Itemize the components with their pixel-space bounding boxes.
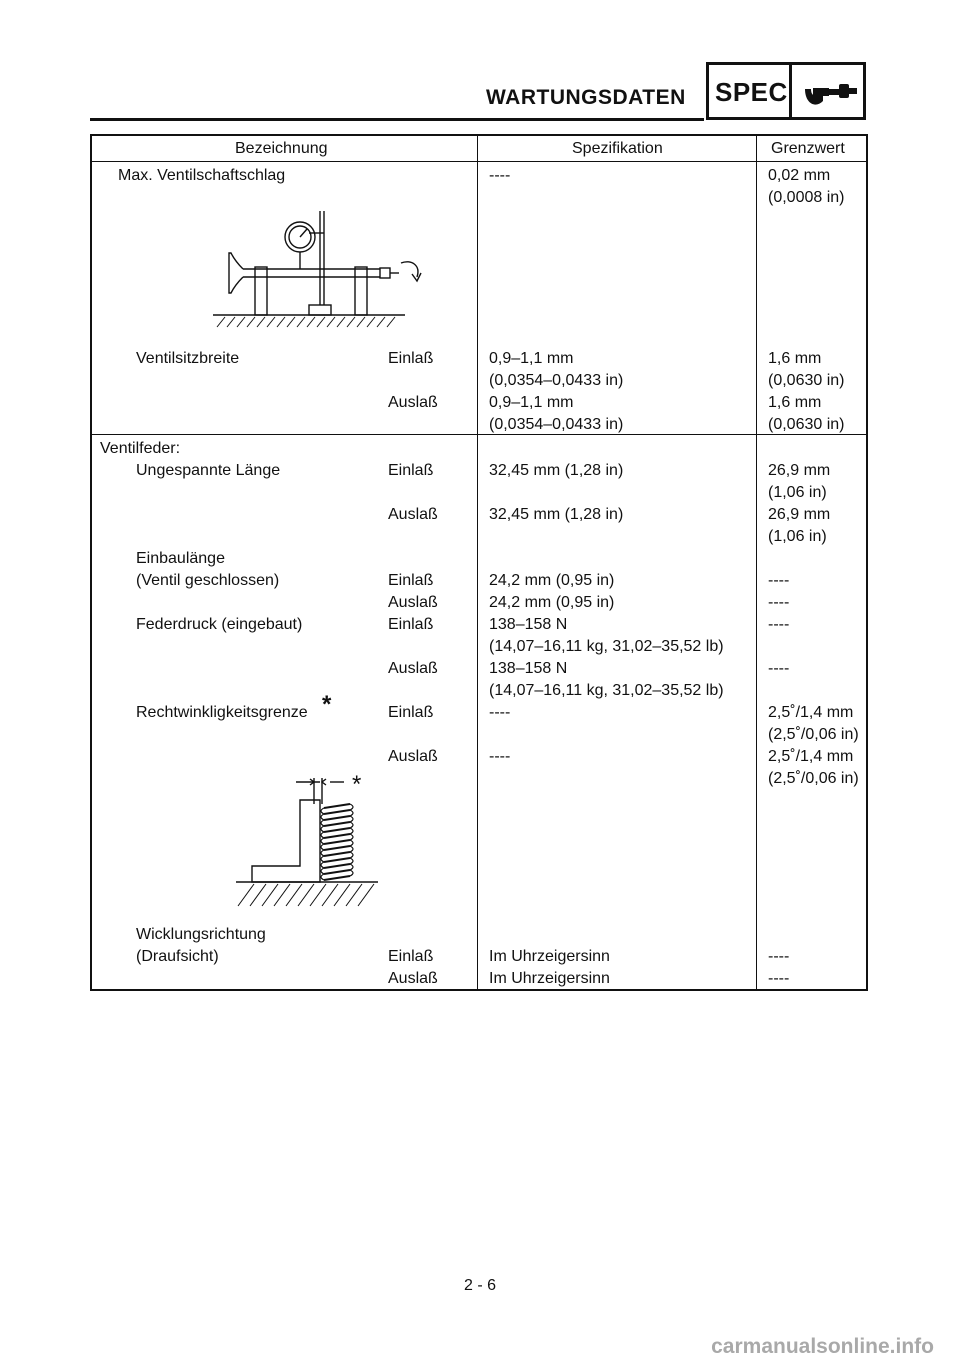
seat-width-exhaust-spec-in: (0,0354–0,0433 in)	[489, 416, 624, 433]
winding-sublabel: (Draufsicht)	[136, 948, 219, 965]
pressure-label: Federdruck (eingebaut)	[136, 616, 303, 633]
watermark: carmanualsonline.info	[711, 1335, 934, 1358]
free-length-intake-limit: 26,9 mm	[768, 462, 831, 479]
installed-length-exhaust-spec: 24,2 mm (0,95 in)	[489, 594, 615, 611]
seat-width-label: Ventilsitzbreite	[136, 350, 240, 367]
table-header-rule	[90, 161, 868, 162]
pressure-exhaust-limit: ----	[768, 660, 790, 677]
pressure-exhaust-spec: 138–158 N	[489, 660, 568, 677]
free-length-intake-limit-in: (1,06 in)	[768, 484, 827, 501]
tilt-exhaust-limit: 2,5˚/1,4 mm	[768, 748, 854, 765]
wrench-icon	[801, 79, 859, 109]
installed-length-intake-spec: 24,2 mm (0,95 in)	[489, 572, 615, 589]
diagram-asterisk: *	[352, 771, 362, 798]
pressure-exhaust-spec-conv: (14,07–16,11 kg, 31,02–35,52 lb)	[489, 682, 724, 699]
spec-badge-divider	[789, 65, 792, 117]
seat-width-intake-label: Einlaß	[388, 350, 434, 367]
pressure-intake-limit: ----	[768, 616, 790, 633]
tilt-exhaust-limit-in: (2,5˚/0,06 in)	[768, 770, 859, 787]
free-length-exhaust-limit-in: (1,06 in)	[768, 528, 827, 545]
seat-width-exhaust-limit-in: (0,0630 in)	[768, 416, 845, 433]
free-length-label: Ungespannte Länge	[136, 462, 281, 479]
installed-length-intake-limit: ----	[768, 572, 790, 589]
tilt-intake-label: Einlaß	[388, 704, 434, 721]
spring-section-title: Ventilfeder:	[100, 440, 181, 457]
header-bezeichnung: Bezeichnung	[235, 140, 328, 157]
page-title: WARTUNGSDATEN	[486, 86, 686, 109]
tilt-exhaust-spec: ----	[489, 748, 511, 765]
seat-width-exhaust-spec: 0,9–1,1 mm	[489, 394, 574, 411]
table-column-rule-1	[477, 134, 478, 991]
winding-intake-label: Einlaß	[388, 948, 434, 965]
free-length-exhaust-label: Auslaß	[388, 506, 438, 523]
pressure-exhaust-label: Auslaß	[388, 660, 438, 677]
seat-width-intake-spec: 0,9–1,1 mm	[489, 350, 574, 367]
installed-length-label: Einbaulänge	[136, 550, 225, 567]
tilt-intake-limit-in: (2,5˚/0,06 in)	[768, 726, 859, 743]
seat-width-intake-limit: 1,6 mm	[768, 350, 822, 367]
installed-length-intake-label: Einlaß	[388, 572, 434, 589]
spec-badge	[706, 62, 866, 120]
stem-runout-spec: ----	[489, 167, 511, 184]
installed-length-sublabel: (Ventil geschlossen)	[136, 572, 280, 589]
spec-badge-label: SPEC	[715, 77, 788, 107]
stem-runout-label: Max. Ventilschaftschlag	[118, 167, 286, 184]
table-column-rule-2	[756, 134, 757, 991]
winding-exhaust-spec: Im Uhrzeigersinn	[489, 970, 610, 987]
installed-length-exhaust-limit: ----	[768, 594, 790, 611]
tilt-exhaust-label: Auslaß	[388, 748, 438, 765]
page-number: 2 - 6	[463, 1277, 496, 1294]
winding-label: Wicklungsrichtung	[136, 926, 266, 943]
header-grenzwert: Grenzwert	[771, 140, 845, 157]
tilt-intake-spec: ----	[489, 704, 511, 721]
winding-intake-limit: ----	[768, 948, 790, 965]
free-length-exhaust-limit: 26,9 mm	[768, 506, 831, 523]
pressure-intake-spec-conv: (14,07–16,11 kg, 31,02–35,52 lb)	[489, 638, 724, 655]
seat-width-exhaust-label: Auslaß	[388, 394, 438, 411]
seat-width-intake-spec-in: (0,0354–0,0433 in)	[489, 372, 624, 389]
table-section-rule	[90, 434, 868, 435]
winding-intake-spec: Im Uhrzeigersinn	[489, 948, 610, 965]
dial-gauge-diagram	[205, 205, 430, 330]
winding-exhaust-limit: ----	[768, 970, 790, 987]
header-spezifikation: Spezifikation	[572, 140, 663, 157]
stem-runout-limit-in: (0,0008 in)	[768, 189, 845, 206]
pressure-intake-label: Einlaß	[388, 616, 434, 633]
tilt-intake-limit: 2,5˚/1,4 mm	[768, 704, 854, 721]
free-length-intake-label: Einlaß	[388, 462, 434, 479]
seat-width-intake-limit-in: (0,0630 in)	[768, 372, 845, 389]
stem-runout-limit: 0,02 mm	[768, 167, 831, 184]
free-length-exhaust-spec: 32,45 mm (1,28 in)	[489, 506, 624, 523]
installed-length-exhaust-label: Auslaß	[388, 594, 438, 611]
header-rule	[90, 118, 704, 121]
tilt-asterisk: *	[322, 691, 332, 718]
free-length-intake-spec: 32,45 mm (1,28 in)	[489, 462, 624, 479]
pressure-intake-spec: 138–158 N	[489, 616, 568, 633]
winding-exhaust-label: Auslaß	[388, 970, 438, 987]
seat-width-exhaust-limit: 1,6 mm	[768, 394, 822, 411]
tilt-label: Rechtwinkligkeitsgrenze	[136, 704, 308, 721]
